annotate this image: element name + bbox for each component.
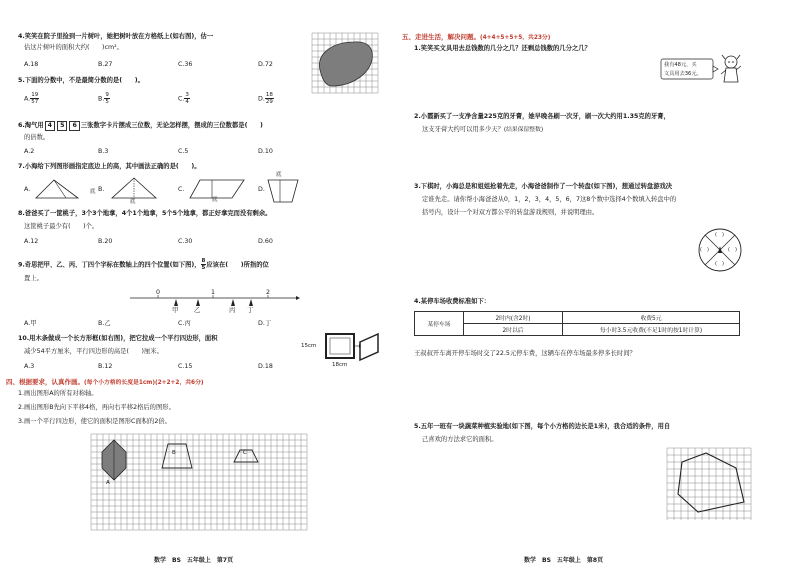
q7-label-b: 底 bbox=[130, 199, 136, 205]
q5-a-numerator: 19 bbox=[31, 92, 39, 98]
mark-ding: 丁 bbox=[247, 307, 254, 314]
q5-c-denominator: 4 bbox=[185, 99, 189, 105]
label-c: C bbox=[243, 450, 247, 456]
bubble-line2: 文具用去36元。 bbox=[664, 71, 702, 77]
q5-text: 5.下面的分数中，不是最简分数的是( )。 bbox=[18, 77, 144, 84]
p5-text2: 己喜欢的方法求它的面积。 bbox=[422, 436, 498, 443]
q10-option-d[interactable]: D.18 bbox=[258, 363, 273, 370]
q5-b-numerator: 9 bbox=[105, 92, 109, 98]
label-b: B bbox=[172, 450, 176, 456]
q6-pre: 6.淘气用 bbox=[18, 122, 44, 129]
tick-0: 0 bbox=[156, 289, 161, 296]
q7-option-b[interactable]: B. bbox=[98, 186, 105, 193]
q10-text: 10.用木条做成一个长方形框(如右图)，把它拉成一个平行四边形，面积 bbox=[18, 335, 218, 342]
q7-label-c: 底 bbox=[212, 197, 218, 203]
section5-title: 五、走进生活，解决问题。 bbox=[402, 33, 480, 41]
q7-option-d[interactable]: D. bbox=[258, 186, 265, 193]
q9-frac-denominator: 5 bbox=[201, 265, 206, 271]
mark-yi: 乙 bbox=[194, 307, 201, 314]
q9-option-b[interactable]: B.乙 bbox=[98, 320, 111, 327]
q5-option-a[interactable] bbox=[24, 92, 39, 105]
digit-card-4: 4 bbox=[45, 121, 55, 131]
table-row bbox=[415, 312, 740, 324]
q4-option-d[interactable]: D.72 bbox=[258, 61, 273, 68]
section4-title: 四、根据要求，认真作画。 bbox=[6, 378, 84, 386]
q8-text2: 这筐桃子最少有( )个。 bbox=[24, 223, 99, 230]
q9-text bbox=[18, 258, 269, 271]
right-footer: 数学 BS 五年级上 第8页 bbox=[524, 557, 604, 564]
p5-text: 5.五年一班有一块蔬菜种植实验地(如下图，每个小方格的边长是1米)，我合适的条件，用自 bbox=[414, 423, 671, 430]
q8-option-b[interactable]: B.20 bbox=[98, 238, 113, 245]
section4-note: (每个小方格的长度是1cm)(2+2+2，共6分) bbox=[84, 380, 204, 386]
q5-c-numerator: 3 bbox=[185, 92, 189, 98]
q4-option-a[interactable]: A.18 bbox=[24, 61, 39, 68]
p2-note: (结果保留整数) bbox=[503, 127, 544, 133]
q8-option-c[interactable]: C.30 bbox=[178, 238, 193, 245]
q4-option-c[interactable]: C.36 bbox=[178, 61, 193, 68]
p2-text: 2.小霞新买了一支净含量225克的牙膏，她早晚各刷一次牙，刷一次大约用1.35克的牙膏， bbox=[414, 113, 670, 120]
wheel-slot-top[interactable]: ( ) bbox=[715, 232, 724, 238]
q6-option-b[interactable]: B.3 bbox=[98, 148, 109, 155]
q7-trapezoid-d bbox=[266, 174, 300, 204]
p1-text: 1.笑笑买文具用去总钱数的几分之几？还剩总钱数的几分之几？ bbox=[414, 45, 591, 52]
p3-text2: 定谁先走。请你帮小海爸爸从0，1，2，3，4，5，6，7这8个数中选择4个数填入转盘中的 bbox=[422, 196, 677, 203]
q9-text2: 置上。 bbox=[24, 275, 43, 282]
drawing-grid[interactable] bbox=[90, 432, 308, 532]
q10-option-b[interactable]: B.12 bbox=[98, 363, 113, 370]
q4-text: 4.笑笑在院子里捡到一片树叶，她把树叶放在方格纸上(如右图)，估一 bbox=[18, 33, 214, 40]
fee-table bbox=[414, 311, 740, 336]
q8-option-a[interactable]: A.12 bbox=[24, 238, 39, 245]
drawing-task-1: 1.画出图形A的所有对称轴。 bbox=[18, 390, 98, 397]
digit-card-5: 5 bbox=[57, 121, 67, 131]
q7-parallelogram-c bbox=[188, 178, 248, 200]
table-cell: 每小时3.5元收费(不足1时的按1时计算) bbox=[563, 324, 740, 336]
label-a: A bbox=[106, 480, 110, 486]
q5-option-d-label: D. bbox=[258, 95, 265, 103]
leaf-shape bbox=[319, 42, 372, 86]
q6-text bbox=[18, 121, 263, 131]
p3-text3: 括号内，设计一个对双方都公平的转盘游戏规则，并说明理由。 bbox=[422, 209, 599, 216]
p2-text2: 这支牙膏大约可以用多少天？ bbox=[422, 126, 504, 133]
table-cell: 2时内(含2时) bbox=[464, 312, 563, 324]
frame-height-label: 15cm bbox=[301, 343, 317, 349]
q9-frac-numerator: 8 bbox=[201, 258, 206, 264]
q6-option-a[interactable]: A.2 bbox=[24, 148, 35, 155]
q7-text: 7.小海给下列图形画指定底边上的高，其中画法正确的是( )。 bbox=[18, 163, 201, 170]
garden-grid bbox=[664, 444, 754, 524]
table-row bbox=[415, 324, 740, 336]
q7-triangle-a bbox=[34, 178, 90, 200]
q5-b-denominator: 5 bbox=[105, 99, 109, 105]
q7-label-a: 底 bbox=[90, 189, 96, 195]
girl-figure-icon bbox=[720, 54, 742, 84]
q5-d-denominator: 29 bbox=[265, 99, 273, 105]
wheel-slot-bottom[interactable]: ( ) bbox=[715, 261, 724, 267]
wheel-slot-left[interactable]: ( ) bbox=[700, 247, 709, 253]
bubble-line1: 我有48元，买 bbox=[664, 62, 697, 68]
q6-post: 三张数字卡片摆成三位数，无论怎样摆，摆成的三位数都是( ) bbox=[80, 122, 263, 129]
q5-option-c-label: C. bbox=[178, 95, 185, 103]
q4-option-b[interactable]: B.27 bbox=[98, 61, 113, 68]
mark-bing: 丙 bbox=[229, 307, 236, 314]
drawing-task-3: 3.画一个平行四边形，使它的面积是图形C面积的2倍。 bbox=[18, 418, 171, 425]
table-cell-name: 某停车场 bbox=[415, 312, 464, 336]
drawing-task-2: 2.画出图形B先向下平移4格，再向右平移2格后的图形。 bbox=[18, 404, 175, 411]
q10-text2: 减少54平方厘米，平行四边形的高是( )厘米。 bbox=[24, 348, 163, 355]
section4-heading bbox=[6, 378, 204, 387]
q9-text-a: 9.奇思把甲、乙、丙、丁四个字标在数轴上的四个位置(如下图)， bbox=[18, 261, 201, 269]
tick-2: 2 bbox=[266, 289, 271, 296]
q6-option-d[interactable]: D.10 bbox=[258, 148, 273, 155]
q7-option-c[interactable]: C. bbox=[178, 186, 185, 193]
q5-d-numerator: 18 bbox=[265, 92, 273, 98]
q8-option-d[interactable]: D.60 bbox=[258, 238, 273, 245]
table-cell: 2时以后 bbox=[464, 324, 563, 336]
q5-option-b-label: B. bbox=[98, 95, 105, 103]
section5-heading bbox=[402, 33, 550, 42]
p3-text: 3.下棋时，小海总是和姐姐抢着先走，小海爸爸制作了一个转盘(如下图)，想通过转盘游戏决 bbox=[414, 183, 673, 190]
q5-a-denominator: 57 bbox=[31, 99, 39, 105]
q4-text2: 估这片树叶的面积大约( )cm²。 bbox=[24, 44, 123, 51]
q9-option-c[interactable]: C.丙 bbox=[178, 320, 191, 327]
mark-jia: 甲 bbox=[172, 307, 179, 314]
section5-note: (4+4+5+5+5，共23分) bbox=[480, 35, 551, 41]
q5-option-c[interactable] bbox=[178, 92, 190, 105]
tick-1: 1 bbox=[211, 289, 216, 296]
shape-b bbox=[162, 444, 192, 468]
q6-text2: 的倍数。 bbox=[24, 134, 50, 141]
q6-option-c[interactable]: C.5 bbox=[178, 148, 189, 155]
q7-label-d: 底 bbox=[276, 172, 282, 178]
q9-option-d[interactable]: D.丁 bbox=[258, 320, 272, 327]
q5-option-d[interactable] bbox=[258, 92, 274, 105]
leaf-grid-figure bbox=[310, 32, 380, 94]
p2-text2-line bbox=[422, 126, 543, 134]
q5-option-a-label: A. bbox=[24, 95, 31, 103]
q9-option-a[interactable]: A.甲 bbox=[24, 320, 37, 327]
p4-text: 4.某停车场收费标准如下： bbox=[414, 298, 491, 305]
digit-card-6: 6 bbox=[69, 121, 79, 131]
table-cell: 收费5元 bbox=[563, 312, 740, 324]
frame-width-label: 18cm bbox=[332, 362, 348, 368]
q10-option-a[interactable]: A.3 bbox=[24, 363, 35, 370]
right-page bbox=[400, 0, 800, 576]
q5-option-b[interactable] bbox=[98, 92, 110, 105]
wheel-slot-right[interactable]: ( ) bbox=[728, 247, 737, 253]
q9-text-b: 应该在( )所指的位 bbox=[206, 261, 269, 269]
p4-text2: 王叔叔开车离开停车场时交了22.5元停车费，这辆车在停车场最多停多长时间？ bbox=[414, 350, 636, 357]
left-footer: 数学 BS 五年级上 第7页 bbox=[154, 557, 234, 564]
left-page bbox=[0, 0, 398, 576]
q8-text: 8.爸爸买了一筐桃子，3个3个地拿，4个1个地拿，5个5个地拿，都正好拿完而没有剩余。 bbox=[18, 210, 272, 217]
q7-option-a[interactable]: A. bbox=[24, 186, 31, 193]
q10-option-c[interactable]: C.15 bbox=[178, 363, 193, 370]
